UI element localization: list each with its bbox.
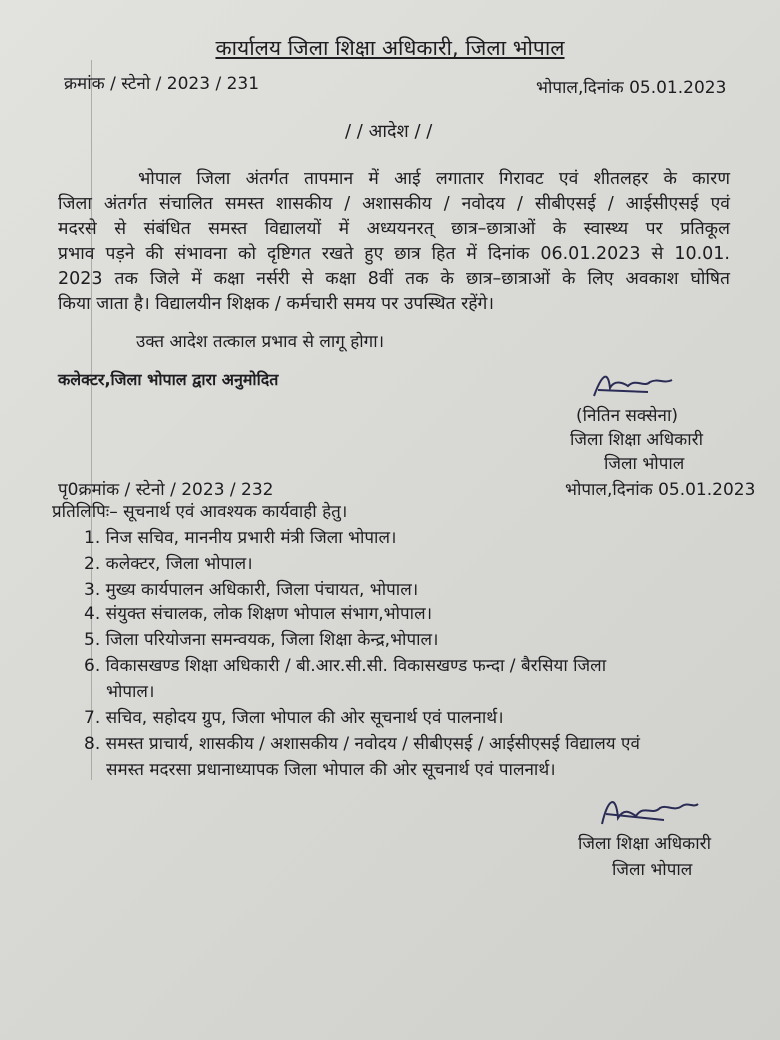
list-text: कलेक्टर, जिला भोपाल। <box>105 554 253 574</box>
paragraph-line: भोपाल जिला अंतर्गत तापमान में आई लगातार गिरावट एवं शीतलहर के कारण <box>138 169 730 189</box>
list-text: संयुक्त संचालक, लोक शिक्षण भोपाल संभाग,भोपाल। <box>105 604 433 624</box>
list-text: विकासखण्ड शिक्षा अधिकारी / बी.आर.सी.सी. विकासखण्ड फन्दा / बैरसिया जिला <box>105 656 607 676</box>
copy-reference-number: पृ0क्रमांक / स्टेनो / 2023 / 232 <box>58 480 274 500</box>
reference-number: क्रमांक / स्टेनो / 2023 / 231 <box>64 74 260 94</box>
list-item <box>84 656 606 676</box>
signature-image <box>588 366 678 406</box>
paragraph-line: जिला अंतर्गत संचालित समस्त शासकीय / अशासकीय / नवोदय / सीबीएसई / आईसीएसई एवं <box>58 194 730 214</box>
list-item <box>84 604 432 624</box>
signatory-district: जिला भोपाल <box>604 454 685 474</box>
list-item <box>84 708 504 728</box>
approval-note: कलेक्टर,जिला भोपाल द्वारा अनुमोदित <box>58 370 279 389</box>
paragraph-line: 2023 तक जिले में कक्षा नर्सरी से कक्षा 8वीं तक के छात्र–छात्राओं के लिए अवकाश घोषित <box>58 269 730 289</box>
paragraph-line: मदरसे से संबंधित समस्त विद्यालयों में अध्ययनरत् छात्र–छात्राओं के स्वास्थ्य पर प्रतिकूल <box>58 219 730 239</box>
list-text: सचिव, सहोदय ग्रुप, जिला भोपाल की ओर सूचनार्थ एवं पालनार्थ। <box>105 708 504 728</box>
footer-district: जिला भोपाल <box>612 860 693 880</box>
paragraph-line: किया जाता है। विद्यालयीन शिक्षक / कर्मचारी समय पर उपस्थित रहेंगे। <box>58 294 495 314</box>
place-date: भोपाल,दिनांक 05.01.2023 <box>536 78 727 98</box>
list-item <box>84 528 396 548</box>
list-text: समस्त प्राचार्य, शासकीय / अशासकीय / नवोदय / सीबीएसई / आईसीएसई विद्यालय एवं <box>105 734 640 754</box>
signatory-designation: जिला शिक्षा अधिकारी <box>570 430 703 450</box>
list-text: जिला परियोजना समन्वयक, जिला शिक्षा केन्द्र,भोपाल। <box>105 630 439 650</box>
list-text: निज सचिव, माननीय प्रभारी मंत्री जिला भोपाल। <box>105 528 397 548</box>
list-number: 1. <box>84 528 101 548</box>
list-item <box>84 580 418 600</box>
list-number: 8. <box>84 734 101 754</box>
list-number: 5. <box>84 630 101 650</box>
list-number: 3. <box>84 580 101 600</box>
list-number: 7. <box>84 708 101 728</box>
list-item-continuation: समस्त मदरसा प्रधानाध्यापक जिला भोपाल की ओर सूचनार्थ एवं पालनार्थ। <box>106 760 556 780</box>
paragraph-line: प्रभाव पड़ने की संभावना को दृष्टिगत रखते हुए छात्र हित में दिनांक 06.01.2023 से 10.01. <box>58 244 730 264</box>
signatory-name: (नितिन सक्सेना) <box>576 406 679 426</box>
list-item <box>84 734 640 754</box>
list-item <box>84 554 253 574</box>
order-heading: / / आदेश / / <box>345 121 433 142</box>
list-number: 4. <box>84 604 101 624</box>
list-item <box>84 630 438 650</box>
footer-designation: जिला शिक्षा अधिकारी <box>578 834 711 854</box>
copy-place-date: भोपाल,दिनांक 05.01.2023 <box>565 480 756 500</box>
list-number: 6. <box>84 656 101 676</box>
list-item-continuation: भोपाल। <box>106 682 155 702</box>
signature-image <box>594 792 704 832</box>
effect-line: उक्त आदेश तत्काल प्रभाव से लागू होगा। <box>136 332 385 352</box>
copy-heading: प्रतिलिपिः– सूचनार्थ एवं आवश्यक कार्यवाही हेतु। <box>52 502 348 522</box>
list-text: मुख्य कार्यपालन अधिकारी, जिला पंचायत, भोपाल। <box>105 580 419 600</box>
office-title: कार्यालय जिला शिक्षा अधिकारी, जिला भोपाल <box>215 36 565 60</box>
list-number: 2. <box>84 554 101 574</box>
